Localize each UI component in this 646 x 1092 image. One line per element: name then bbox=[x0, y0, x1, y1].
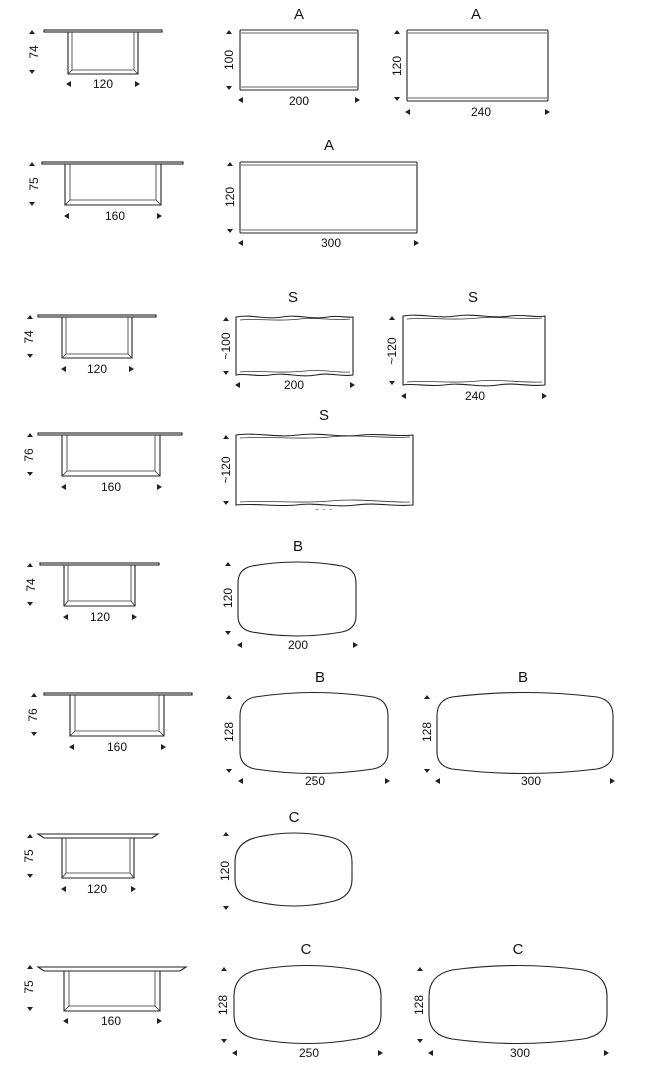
side-view-row-5 bbox=[24, 563, 159, 624]
shape-letter: C bbox=[300, 941, 312, 958]
depth-label: 120 bbox=[223, 186, 237, 208]
shape-letter: B bbox=[314, 669, 326, 686]
side-width-label: 120 bbox=[86, 362, 108, 376]
shape-letter: C bbox=[512, 941, 524, 958]
side-view-row-4 bbox=[22, 433, 182, 494]
side-height-label: 76 bbox=[26, 708, 40, 722]
top-view-c-120 bbox=[218, 809, 352, 910]
length-label: 240 bbox=[464, 389, 486, 403]
depth-label: 128 bbox=[216, 994, 230, 1016]
depth-label: ~120 bbox=[385, 337, 399, 365]
depth-label: 100 bbox=[222, 49, 236, 71]
side-height-label: 75 bbox=[22, 980, 36, 994]
side-width-label: 160 bbox=[106, 740, 128, 754]
length-label: 240 bbox=[470, 105, 492, 119]
side-view-row-1 bbox=[27, 30, 162, 91]
side-height-label: 74 bbox=[27, 45, 41, 59]
top-view-s-300 bbox=[219, 407, 413, 521]
side-height-label: 76 bbox=[22, 448, 36, 462]
depth-label: 120 bbox=[218, 860, 232, 882]
side-height-label: 75 bbox=[27, 177, 41, 191]
side-height-label: 74 bbox=[24, 578, 38, 592]
top-view-b-200 bbox=[221, 538, 358, 652]
side-height-label: 74 bbox=[22, 330, 36, 344]
side-width-label: 120 bbox=[86, 882, 108, 896]
depth-label: 120 bbox=[221, 587, 235, 609]
shape-letter: S bbox=[287, 289, 299, 306]
side-width-label: 120 bbox=[92, 77, 114, 91]
length-label: 250 bbox=[298, 1046, 320, 1060]
length-label: 200 bbox=[287, 638, 309, 652]
side-width-label: 160 bbox=[100, 480, 122, 494]
depth-label: ~100 bbox=[219, 332, 233, 360]
top-view-b-250 bbox=[222, 669, 390, 788]
depth-label: ~120 bbox=[219, 456, 233, 484]
depth-label: 128 bbox=[420, 721, 434, 743]
shape-letter: B bbox=[292, 538, 304, 555]
shape-letter: S bbox=[467, 289, 479, 306]
side-view-row-3 bbox=[22, 315, 156, 376]
top-view-c-300 bbox=[412, 941, 609, 1060]
shape-letter: S bbox=[318, 407, 330, 424]
top-view-s-240 bbox=[385, 289, 547, 403]
depth-label: 120 bbox=[390, 55, 404, 77]
side-view-row-6 bbox=[26, 693, 192, 754]
side-width-label: 160 bbox=[100, 1014, 122, 1028]
shape-letter: A bbox=[293, 6, 305, 23]
side-width-label: 160 bbox=[104, 209, 126, 223]
side-height-label: 75 bbox=[22, 849, 36, 863]
side-view-row-7 bbox=[22, 834, 158, 896]
top-view-b-300 bbox=[420, 669, 615, 788]
top-view-a-200 bbox=[222, 6, 360, 108]
depth-label: 128 bbox=[412, 994, 426, 1016]
top-view-a-240 bbox=[390, 6, 550, 119]
label-mask bbox=[220, 510, 440, 524]
shape-letter: A bbox=[470, 6, 482, 23]
shape-letter: C bbox=[288, 809, 300, 826]
length-label: 250 bbox=[304, 774, 326, 788]
top-view-a-300 bbox=[223, 137, 419, 250]
length-label: 300 bbox=[520, 774, 542, 788]
length-label: 300 bbox=[509, 1046, 531, 1060]
side-width-label: 120 bbox=[89, 610, 111, 624]
top-view-c-250 bbox=[216, 941, 383, 1060]
length-label: 200 bbox=[283, 378, 305, 392]
shape-letter: B bbox=[517, 669, 529, 686]
top-view-s-200 bbox=[219, 289, 355, 392]
side-view-row-2 bbox=[27, 162, 183, 223]
shape-letter: A bbox=[323, 137, 335, 154]
length-label: 300 bbox=[320, 236, 342, 250]
depth-label: 128 bbox=[222, 721, 236, 743]
side-view-row-8 bbox=[22, 965, 186, 1028]
length-label: 200 bbox=[288, 94, 310, 108]
